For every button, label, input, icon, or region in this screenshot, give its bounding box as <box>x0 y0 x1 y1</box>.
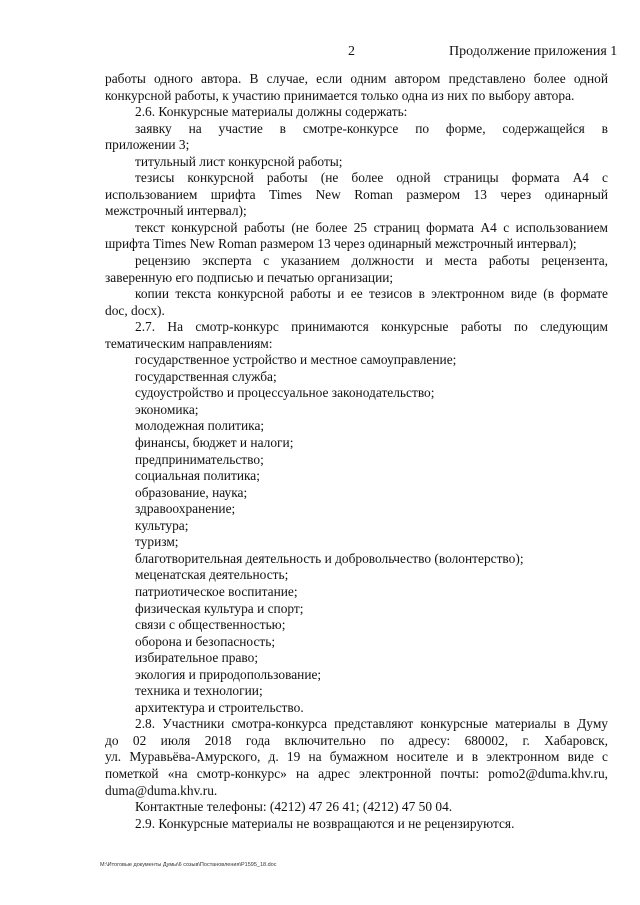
file-path-footer: М:\Итоговые документы Думы\6 созыв\Постановления\Р1595_18.doc <box>100 862 277 868</box>
text-line: титульный лист конкурсной работы; <box>135 153 343 169</box>
text-line: 2.6. Конкурсные материалы должны содержать: <box>135 104 408 120</box>
text-line: социальная политика; <box>135 468 260 484</box>
text-line: работы одного автора. В случае, если одним автором представлено более одной <box>105 71 608 86</box>
text-line: финансы, бюджет и налоги; <box>135 435 294 451</box>
text-line: судоустройство и процессуальное законодательство; <box>135 385 435 401</box>
text-line: doc, docx). <box>105 302 165 318</box>
text-line: шрифта Times New Roman размером 13 через одинарный межстрочный интервал); <box>105 236 577 252</box>
text-line: тезисы конкурсной работы (не более одной страницы формата А4 с <box>135 170 608 186</box>
text-line: физическая культура и спорт; <box>135 600 304 616</box>
text-line: заявку на участие в смотре-конкурсе по форме, содержащейся в <box>135 120 608 136</box>
text-line: до 02 июля 2018 года включительно по адресу: 680002, г. Хабаровск, <box>105 732 608 748</box>
text-line: туризм; <box>135 534 179 550</box>
text-line: текст конкурсной работы (не более 25 страниц формата А4 с использованием <box>135 219 608 235</box>
text-line: 2.8. Участники смотра-конкурса представляют конкурсные материалы в Думу <box>135 716 608 732</box>
text-line: благотворительная деятельность и добровольчество (волонтерство); <box>135 550 524 566</box>
text-line: государственная служба; <box>135 368 277 384</box>
text-line: архитектура и строительство. <box>135 699 304 715</box>
text-line: тематическим направлениям: <box>105 335 273 351</box>
text-line: культура; <box>135 517 189 533</box>
text-line: копии текста конкурсной работы и ее тезисов в электронном виде (в формате <box>135 286 608 302</box>
text-line: Контактные телефоны: (4212) 47 26 41; (4212) 47 50 04. <box>135 799 453 815</box>
text-line: межстрочный интервал); <box>105 203 247 219</box>
text-line: заверенную его подписью и печатью организации; <box>105 269 394 285</box>
text-line: меценатская деятельность; <box>135 567 289 583</box>
page-header <box>0 44 640 64</box>
text-line: патриотическое воспитание; <box>135 583 298 599</box>
text-line: использованием шрифта Times New Roman размером 13 через одинарный <box>105 186 608 202</box>
text-line: техника и технологии; <box>135 683 263 699</box>
text-line: экономика; <box>135 401 199 417</box>
text-line: приложении 3; <box>105 137 190 153</box>
text-line: пометкой «на смотр-конкурс» на адрес электронной почты: pomo2@duma.khv.ru, <box>105 765 608 781</box>
text-line: рецензию эксперта с указанием должности и места работы рецензента, <box>135 253 608 269</box>
text-line: оборона и безопасность; <box>135 633 276 649</box>
text-line: государственное устройство и местное самоуправление; <box>135 352 457 368</box>
text-line: 2.9. Конкурсные материалы не возвращаются и не рецензируются. <box>135 815 515 831</box>
body-text <box>105 71 608 832</box>
appendix-label: Продолжение приложения 1 <box>449 44 618 59</box>
text-line: предпринимательство; <box>135 451 264 467</box>
text-line: связи с общественностью; <box>135 617 286 633</box>
text-line: здравоохранение; <box>135 501 236 517</box>
text-line: ул. Муравьёва-Амурского, д. 19 на бумажном носителе и в электронном виде с <box>105 749 608 765</box>
text-line: экология и природопользование; <box>135 666 322 682</box>
text-line: избирательное право; <box>135 650 259 666</box>
text-line: duma@duma.khv.ru. <box>105 782 218 798</box>
text-line: конкурсной работы, к участию принимается только одна из них по выбору автора. <box>105 87 575 103</box>
text-line: молодежная политика; <box>135 418 265 434</box>
page-number: 2 <box>348 44 355 59</box>
text-line: 2.7. На смотр-конкурс принимаются конкурсные работы по следующим <box>135 319 608 335</box>
text-line: образование, наука; <box>135 484 248 500</box>
